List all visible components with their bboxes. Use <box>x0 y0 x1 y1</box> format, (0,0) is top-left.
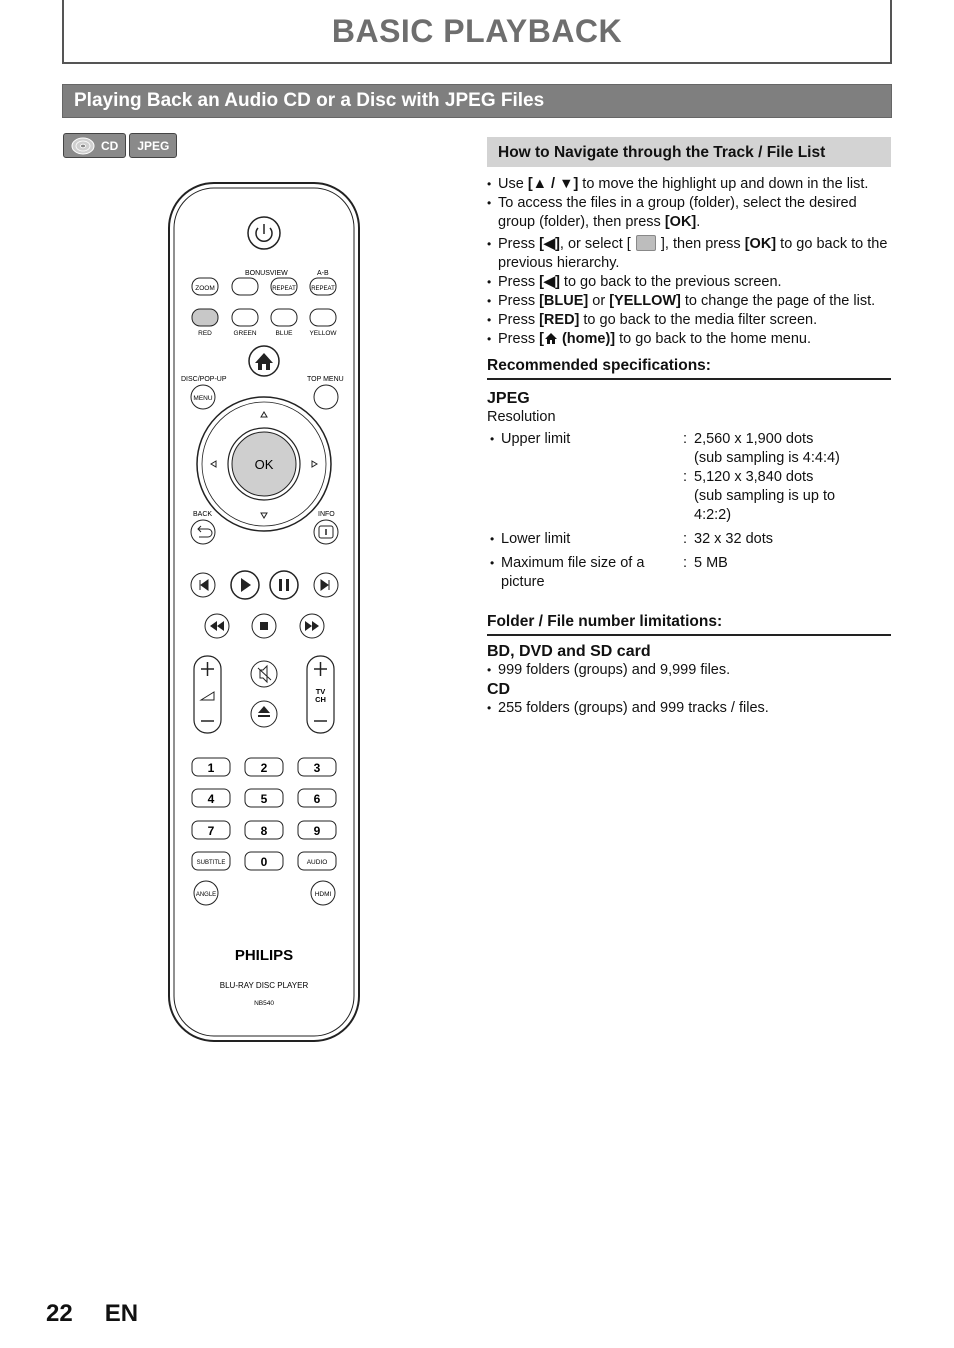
number-label: 3 <box>313 761 321 775</box>
bonusview-button[interactable] <box>232 278 258 295</box>
menu-label: MENU <box>193 395 213 402</box>
number-button-6[interactable] <box>298 789 336 807</box>
spec-row-max-size: • Maximum file size of a picture : 5 MB <box>487 554 891 592</box>
yellow-button[interactable] <box>310 309 336 326</box>
number-label: 6 <box>313 792 321 806</box>
specifications-heading: Recommended specifications: <box>487 356 891 380</box>
subtitle-button[interactable] <box>192 852 230 870</box>
navigate-subheading: How to Navigate through the Track / File List <box>487 137 891 167</box>
ab-label: A-B <box>317 270 329 277</box>
red-label: RED <box>198 330 212 337</box>
audio-button[interactable] <box>298 852 336 870</box>
number-label: 1 <box>207 761 215 775</box>
list-item: • 255 folders (groups) and 999 tracks / files. <box>487 699 891 718</box>
zero-button[interactable] <box>245 852 283 870</box>
disc-popup-label: DISC/POP-UP <box>181 376 227 383</box>
home-icon <box>544 332 558 345</box>
blue-button[interactable] <box>271 309 297 326</box>
audio-label: AUDIO <box>306 859 328 866</box>
hdmi-label: HDMI <box>314 891 332 898</box>
number-button-4[interactable] <box>192 789 230 807</box>
repeat-button[interactable] <box>271 278 297 295</box>
stop-button[interactable] <box>252 614 276 638</box>
list-item: • Press [◀] to go back to the previous screen. <box>487 273 891 292</box>
info-label: INFO <box>318 511 335 518</box>
section-heading-bar <box>62 84 892 118</box>
remote-control-svg <box>165 180 365 1045</box>
jpeg-badge-label: JPEG <box>137 138 170 153</box>
number-button-3[interactable] <box>298 758 336 776</box>
yellow-label: YELLOW <box>309 330 337 337</box>
bd-dvd-sd-heading: BD, DVD and SD card <box>487 643 651 660</box>
fast-forward-button[interactable] <box>300 614 324 638</box>
subtitle-label: SUBTITLE <box>196 860 226 866</box>
zoom-label: ZOOM <box>195 285 215 292</box>
list-item: • 999 folders (groups) and 9,999 files. <box>487 661 891 680</box>
next-button[interactable] <box>314 573 338 597</box>
spec-row-lower: • Lower limit : 32 x 32 dots <box>487 530 891 549</box>
repeat-ab-button[interactable] <box>310 278 336 295</box>
number-button-1[interactable] <box>192 758 230 776</box>
number-label: 2 <box>260 761 268 775</box>
number-button-9[interactable] <box>298 821 336 839</box>
product-name: BLU-RAY DISC PLAYER <box>219 981 309 990</box>
back-label: BACK <box>193 511 213 518</box>
language-code: EN <box>104 1300 139 1327</box>
cd-badge <box>63 133 126 158</box>
green-label: GREEN <box>233 330 257 337</box>
tv-label: TV <box>315 687 326 696</box>
pause-button[interactable] <box>270 571 298 599</box>
spec-row-upper: • Upper limit : 2,560 x 1,900 dots (sub sampling is 4:4:4) <box>487 430 891 468</box>
navigation-instructions <box>487 175 891 349</box>
play-button[interactable] <box>231 571 259 599</box>
page-title-box <box>62 0 892 64</box>
list-item: • Press [BLUE] or [YELLOW] to change the page of the list. <box>487 292 891 311</box>
brand-logo: PHILIPS <box>234 947 294 964</box>
disc-icon <box>71 137 97 155</box>
number-label: 9 <box>313 824 321 838</box>
mute-button[interactable] <box>251 661 277 687</box>
list-item: • Press [◀], or select [ ], then press [OK] to go back to the previous hierarchy. <box>487 235 891 273</box>
green-button[interactable] <box>232 309 258 326</box>
power-button[interactable] <box>248 217 280 249</box>
home-button[interactable] <box>249 346 279 376</box>
remote-control-illustration <box>165 180 365 1045</box>
volume-rocker[interactable] <box>194 656 221 733</box>
cd-heading: CD <box>487 681 511 698</box>
pause-icon <box>279 579 282 591</box>
channel-rocker[interactable] <box>307 656 334 733</box>
list-item: • To access the files in a group (folder), select the desired group (folder), then press [OK]. <box>487 194 891 232</box>
list-item: • Press [ (home)] to go back to the home menu. <box>487 330 891 349</box>
jpeg-heading: JPEG <box>487 390 530 407</box>
limitations-heading: Folder / File number limitations: <box>487 612 891 636</box>
back-button[interactable] <box>191 520 215 544</box>
number-label: 7 <box>207 824 215 838</box>
page-title: BASIC PLAYBACK <box>331 12 623 49</box>
previous-button[interactable] <box>191 573 215 597</box>
red-button[interactable] <box>192 309 218 326</box>
info-button[interactable] <box>314 520 338 544</box>
ch-label: CH <box>315 695 326 704</box>
cd-badge-label: CD <box>101 138 119 153</box>
angle-button[interactable] <box>194 881 218 905</box>
eject-button[interactable] <box>251 701 277 727</box>
number-button-7[interactable] <box>192 821 230 839</box>
blue-label: BLUE <box>275 330 293 337</box>
zoom-button[interactable] <box>192 278 218 295</box>
bonusview-label: BONUSVIEW <box>245 270 288 277</box>
zero-label: 0 <box>260 855 268 869</box>
model-number: NB540 <box>254 1000 274 1007</box>
number-label: 8 <box>260 824 268 838</box>
section-title: Playing Back an Audio CD or a Disc with JPEG Files <box>74 90 545 111</box>
list-item: • Press [RED] to go back to the media filter screen. <box>487 311 891 330</box>
angle-label: ANGLE <box>195 892 217 898</box>
ok-label: OK <box>254 457 274 472</box>
hdmi-button[interactable] <box>311 881 335 905</box>
top-menu-button[interactable] <box>314 385 338 409</box>
rewind-button[interactable] <box>205 614 229 638</box>
repeat-ab-label: REPEAT <box>311 286 335 292</box>
number-button-5[interactable] <box>245 789 283 807</box>
top-menu-label: TOP MENU <box>307 376 344 383</box>
spec-table <box>487 430 891 592</box>
number-button-2[interactable] <box>245 758 283 776</box>
media-badges <box>63 133 177 158</box>
spec-row-upper-2: : 5,120 x 3,840 dots (sub sampling is up to 4:2:2) <box>683 469 836 523</box>
right-column <box>487 137 891 718</box>
resolution-label: Resolution <box>487 409 556 425</box>
stop-icon <box>260 622 268 630</box>
list-item: • Use [▲ / ▼] to move the highlight up and down in the list. <box>487 175 891 194</box>
ok-button[interactable] <box>228 428 300 500</box>
bd-limits-list <box>487 661 891 680</box>
jpeg-badge <box>129 133 177 158</box>
number-button-8[interactable] <box>245 821 283 839</box>
cd-limits-list <box>487 699 891 718</box>
folder-up-icon <box>636 235 656 251</box>
repeat-label: REPEAT <box>272 286 296 292</box>
menu-button[interactable] <box>191 385 215 409</box>
number-label: 4 <box>207 792 215 806</box>
page-footer <box>46 1300 138 1328</box>
page-number: 22 <box>46 1300 73 1327</box>
number-label: 5 <box>260 792 268 806</box>
